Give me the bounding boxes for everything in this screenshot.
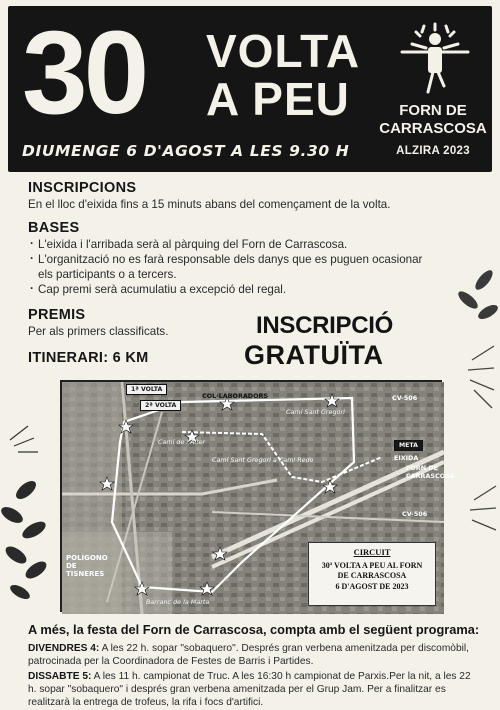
logo-name: FORN DE CARRASCOSA	[379, 102, 487, 137]
header-banner	[8, 6, 492, 172]
map-label-cv506-bottom: CV-506	[402, 510, 428, 518]
inscripcions-title: INSCRIPCIONS	[28, 180, 137, 196]
title-line-2: A PEU	[206, 73, 350, 125]
event-date: DIUMENGE 6 D'AGOST A LES 9.30 H	[22, 142, 350, 160]
map-label-col: COL·LABORADORS	[202, 392, 269, 400]
map-label-poligon: POLÍGONO DE TISNERES	[66, 554, 108, 578]
logo-town: ALZIRA 2023	[396, 145, 470, 157]
map-label-meta: META	[394, 440, 423, 451]
program-day-friday: DIVENDRES 4: A les 22 h. sopar "sobaquero". Després gran verbena amenitzada per discomòbil, patrocinada per la Coordinadora de Festes de Barris i Partides.	[28, 643, 469, 667]
bases-item: · Cap premi serà acumulatiu a excepció del regal.	[28, 282, 438, 297]
leaf-decoration-left	[0, 420, 58, 620]
itinerari-title: ITINERARI: 6 KM	[28, 350, 149, 366]
map-label-eixida: EIXIDA	[394, 454, 419, 462]
title-line-1: VOLTA	[206, 25, 361, 77]
program-day-saturday: DISSABTE 5: A les 11 h. campionat de Truc. A les 16:30 h campionat de Parxis.Per la nit, a les 22 h. sopar "sobaquero" i després gran verbena amenitzada per el Grup Jam. Per a finalitzar es realitzarà la entrega de trofeus, la rifa i focs d'artifici.	[28, 671, 471, 708]
bases-title: BASES	[28, 220, 80, 236]
free-entry-line-1: INSCRIPCIÓ	[256, 312, 394, 339]
map-label-forn: FORN DE CARRASCOSA	[406, 464, 455, 480]
edition-number: 30	[22, 7, 146, 139]
circuit-legend: CIRCUIT 30ª VOLTA A PEU AL FORN DE CARRASCOSA 6 D'AGOST DE 2023	[308, 542, 436, 606]
map-label-cami-grava: Camí Sant Gregori a Cami Redo	[212, 456, 314, 464]
premis-title: PREMIS	[28, 307, 86, 323]
inscripcions-text: En el lloc d'eixida fins a 15 minuts abans del començament de la volta.	[28, 198, 391, 211]
map-label-lap-1: 1ª VOLTA	[126, 384, 167, 395]
premis-text: Per als primers classificats.	[28, 325, 169, 338]
leaf-decoration-right	[444, 250, 500, 580]
map-label-cami-alter: Camí de l'Alter	[158, 438, 206, 446]
bases-item: · L'organització no es farà responsable dels danys que es puguen ocasionar els participants o a tercers.	[28, 252, 438, 282]
map-label-cv506-top: CV-506	[392, 394, 418, 402]
bases-list	[28, 237, 438, 297]
runner-icon	[400, 22, 470, 96]
bases-item: · L'eixida i l'arribada serà al pàrquing del Forn de Carrascosa.	[28, 237, 438, 252]
map-label-lap-2: 2ª VOLTA	[140, 400, 181, 411]
free-entry-line-2: GRATUÏTA	[244, 340, 384, 370]
route-map	[60, 380, 455, 612]
map-label-cami-sant: Camí Sant Gregori	[286, 408, 345, 416]
program-intro: A més, la festa del Forn de Carrascosa, compta amb el següent programa:	[28, 622, 480, 637]
map-label-barranc: Barranc de la Marta	[146, 598, 210, 606]
